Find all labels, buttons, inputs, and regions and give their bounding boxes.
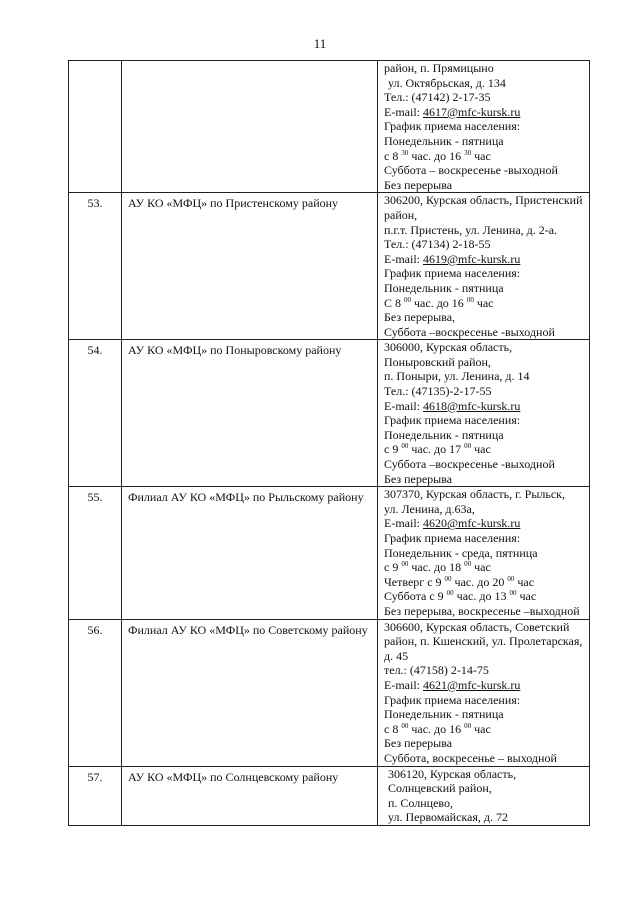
info-line: п. Поныри, ул. Ленина, д. 14 (384, 369, 530, 384)
email-line (384, 252, 586, 267)
schedule-text: час (471, 560, 491, 575)
schedule-text: Четверг с 9 (384, 574, 445, 589)
email-label: E-mail: (384, 251, 423, 266)
schedule-hours-line (384, 589, 586, 604)
office-name: АУ КО «МФЦ» по Солнцевскому району (122, 766, 378, 825)
time-minutes: 00 (464, 442, 472, 451)
info-line: Тел.: (47135)-2-17-55 (384, 384, 492, 399)
email-label: E-mail: (384, 516, 423, 531)
info-line: Поныровский район, (384, 354, 491, 369)
schedule-text: С 8 (384, 295, 405, 310)
info-line: Тел.: (47134) 2-18-55 (384, 237, 491, 252)
info-line: Понедельник - пятница (384, 280, 504, 295)
email-line (384, 678, 586, 693)
info-line: ул. Ленина, д.63а, (384, 501, 475, 516)
email-label: E-mail: (384, 398, 423, 413)
office-contact-info (378, 61, 590, 193)
row-number: 55. (69, 487, 122, 619)
info-line: Тел.: (47142) 2-17-35 (384, 90, 491, 105)
office-contact-info (378, 193, 590, 340)
schedule-text: с 8 (384, 721, 402, 736)
office-contact-info (378, 619, 590, 766)
row-number (69, 61, 122, 193)
info-line: 306600, Курская область, Советский (384, 619, 570, 634)
table-row (69, 619, 590, 766)
info-line: График приема населения: (384, 692, 521, 707)
office-contact-info (378, 487, 590, 619)
office-name: АУ КО «МФЦ» по Пристенскому району (122, 193, 378, 340)
table-row (69, 193, 590, 340)
info-line: район, (384, 207, 418, 222)
info-line: Понедельник - пятница (384, 707, 504, 722)
info-line: Суббота – воскресенье -выходной (384, 163, 558, 178)
info-line: 306120, Курская область, (388, 766, 517, 781)
schedule-text: час. до 20 (451, 574, 508, 589)
schedule-text: час (471, 442, 491, 457)
office-name: Филиал АУ КО «МФЦ» по Советскому району (122, 619, 378, 766)
schedule-text: с 9 (384, 560, 402, 575)
time-minutes: 00 (466, 295, 474, 304)
info-line: Понедельник - среда, пятница (384, 545, 538, 560)
schedule-text: час. до 18 (408, 560, 465, 575)
info-line: ул. Октябрьская, д. 134 (388, 75, 506, 90)
info-line: Без перерыва (384, 736, 453, 751)
office-contact-info (378, 340, 590, 487)
time-minutes: 00 (401, 442, 409, 451)
time-minutes: 00 (509, 589, 517, 598)
info-line: Суббота –воскресенье -выходной (384, 457, 555, 472)
schedule-hours-line (384, 575, 586, 590)
row-number: 57. (69, 766, 122, 825)
table-row (69, 340, 590, 487)
info-line: 306200, Курская область, Пристенский (384, 193, 583, 208)
schedule-text: час (471, 148, 491, 163)
schedule-text: час (514, 574, 535, 589)
info-line: Солнцевский район, (388, 781, 492, 796)
schedule-text: час (473, 295, 494, 310)
info-line: п. Солнцево, (388, 795, 454, 810)
info-line: Без перерыва, воскресенье –выходной (384, 603, 580, 618)
info-line: График приема населения: (384, 413, 521, 428)
time-minutes: 30 (464, 148, 472, 157)
info-line: График приема населения: (384, 119, 521, 134)
schedule-text: Суббота с 9 (384, 589, 447, 604)
info-line: район, п. Прямицыно (384, 61, 494, 75)
info-line: График приема населения: (384, 266, 521, 281)
time-minutes: 00 (507, 574, 515, 583)
schedule-text: час (471, 721, 491, 736)
schedule-hours-line (384, 149, 586, 164)
time-minutes: 00 (401, 560, 409, 569)
info-line: Без перерыва, (384, 310, 456, 325)
schedule-hours-line (384, 442, 586, 457)
info-line: Понедельник - пятница (384, 133, 504, 148)
info-line: Без перерыва (384, 471, 453, 486)
email-link[interactable]: 4619@mfc-kursk.ru (423, 251, 521, 266)
schedule-hours-line (384, 560, 586, 575)
schedule-text: час. до 16 (408, 721, 465, 736)
time-minutes: 00 (446, 589, 454, 598)
email-label: E-mail: (384, 677, 423, 692)
email-link[interactable]: 4617@mfc-kursk.ru (423, 104, 521, 119)
email-line (384, 516, 586, 531)
schedule-text: час. до 13 (453, 589, 510, 604)
schedule-hours-line (384, 722, 586, 737)
table-body (69, 61, 590, 826)
schedule-text: с 9 (384, 442, 402, 457)
email-label: E-mail: (384, 104, 423, 119)
info-line: Понедельник - пятница (384, 427, 504, 442)
info-line: 307370, Курская область, г. Рыльск, (384, 487, 566, 502)
schedule-text: час (516, 589, 537, 604)
office-name (122, 61, 378, 193)
email-link[interactable]: 4620@mfc-kursk.ru (423, 516, 521, 531)
email-line (384, 399, 586, 414)
info-line: ул. Первомайская, д. 72 (388, 810, 508, 825)
schedule-hours-line (384, 296, 586, 311)
row-number: 53. (69, 193, 122, 340)
info-line: д. 45 (384, 648, 409, 663)
info-line: График приема населения: (384, 531, 521, 545)
info-line: 306000, Курская область, (384, 340, 513, 355)
page-number: 11 (313, 36, 327, 51)
time-minutes: 30 (401, 148, 409, 157)
schedule-text: час. до 16 (408, 148, 465, 163)
table-row (69, 61, 590, 193)
email-link[interactable]: 4618@mfc-kursk.ru (423, 398, 521, 413)
office-name: Филиал АУ КО «МФЦ» по Рыльскому району (122, 487, 378, 619)
schedule-text: с 8 (384, 148, 402, 163)
info-line: п.г.т. Пристень, ул. Ленина, д. 2-а. (384, 222, 558, 237)
email-line (384, 105, 586, 120)
info-line: Суббота –воскресенье -выходной (384, 324, 555, 339)
office-contact-info (378, 766, 590, 825)
schedule-text: час. до 16 (411, 295, 467, 310)
info-line: тел.: (47158) 2-14-75 (384, 663, 489, 678)
row-number: 56. (69, 619, 122, 766)
info-line: Суббота, воскресенье – выходной (384, 750, 557, 765)
time-minutes: 00 (444, 574, 452, 583)
info-line: Без перерыва (384, 177, 453, 192)
time-minutes: 00 (401, 721, 409, 730)
office-name: АУ КО «МФЦ» по Поныровскому району (122, 340, 378, 487)
info-line: район, п. Кшенский, ул. Пролетарская, (384, 634, 583, 649)
email-link[interactable]: 4621@mfc-kursk.ru (423, 677, 521, 692)
mfc-registry-table (68, 60, 590, 826)
time-minutes: 00 (464, 560, 472, 569)
time-minutes: 00 (464, 721, 472, 730)
time-minutes: 00 (404, 295, 412, 304)
schedule-text: час. до 17 (408, 442, 465, 457)
table-row (69, 766, 590, 825)
table-row (69, 487, 590, 619)
row-number: 54. (69, 340, 122, 487)
